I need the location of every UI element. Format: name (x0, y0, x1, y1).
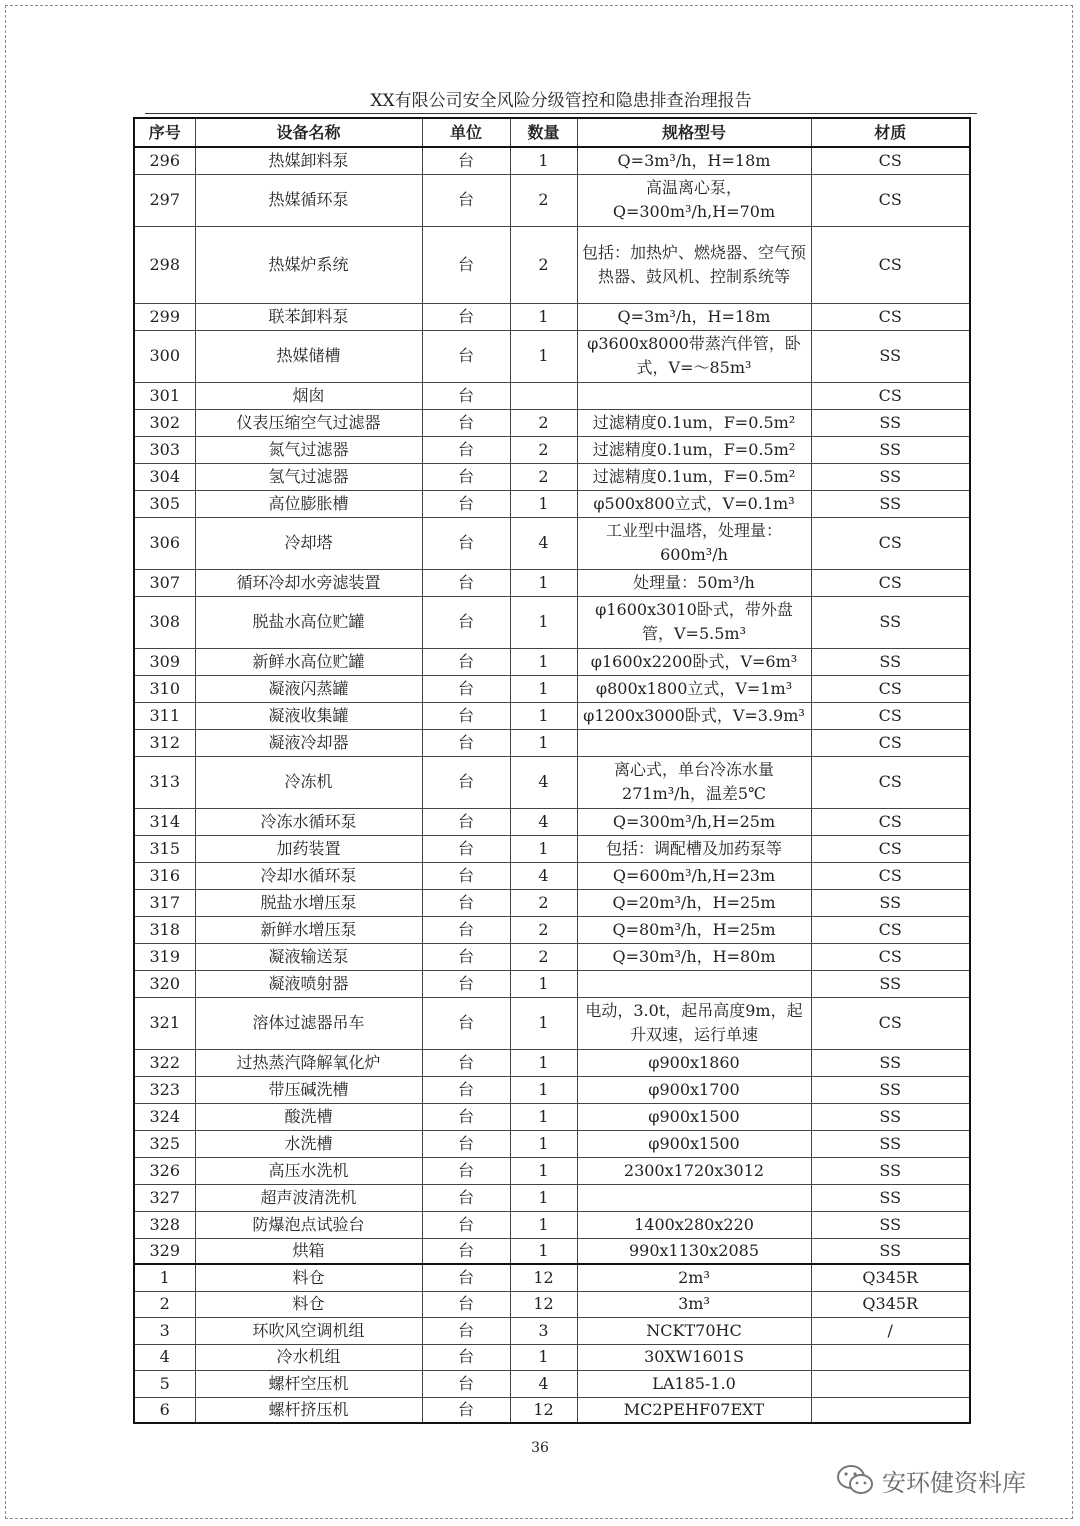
cell-material: CS (811, 808, 970, 835)
cell-unit: 台 (422, 1397, 510, 1423)
cell-material: SS (811, 436, 970, 463)
cell-spec: φ1600x2200卧式，V=6m³ (577, 648, 811, 675)
cell-material: SS (811, 330, 970, 382)
cell-spec: NCKT70HC (577, 1317, 811, 1344)
cell-unit: 台 (422, 1130, 510, 1157)
cell-material: CS (811, 862, 970, 889)
table-row (134, 1184, 970, 1211)
cell-device-name: 热媒储槽 (195, 330, 422, 382)
table-row (134, 648, 970, 675)
cell-spec: φ900x1500 (577, 1130, 811, 1157)
cell-unit: 台 (422, 1317, 510, 1344)
cell-material: SS (811, 1157, 970, 1184)
cell-unit: 台 (422, 490, 510, 517)
cell-spec: 电动，3.0t，起吊高度9m，起升双速，运行单速 (577, 997, 811, 1049)
cell-spec: 过滤精度0.1um，F=0.5m² (577, 463, 811, 490)
header-device-name: 设备名称 (195, 118, 422, 147)
cell-material: SS (811, 1076, 970, 1103)
cell-quantity: 1 (510, 835, 577, 862)
header-material: 材质 (811, 118, 970, 147)
cell-unit: 台 (422, 436, 510, 463)
cell-unit: 台 (422, 729, 510, 756)
cell-index: 302 (134, 409, 195, 436)
cell-quantity: 1 (510, 729, 577, 756)
cell-material: CS (811, 943, 970, 970)
cell-unit: 台 (422, 835, 510, 862)
cell-device-name: 凝液喷射器 (195, 970, 422, 997)
cell-unit: 台 (422, 1184, 510, 1211)
cell-index: 308 (134, 596, 195, 648)
cell-quantity: 1 (510, 702, 577, 729)
cell-device-name: 高位膨胀槽 (195, 490, 422, 517)
cell-device-name: 冷却塔 (195, 517, 422, 569)
cell-material: CS (811, 916, 970, 943)
table-row (134, 303, 970, 330)
cell-material: CS (811, 756, 970, 808)
cell-spec: φ3600x8000带蒸汽伴管，卧式，V=～85m³ (577, 330, 811, 382)
cell-index: 310 (134, 675, 195, 702)
table-row (134, 1317, 970, 1344)
table-row (134, 889, 970, 916)
cell-quantity: 12 (510, 1397, 577, 1423)
cell-unit: 台 (422, 675, 510, 702)
cell-spec: Q=80m³/h，H=25m (577, 916, 811, 943)
cell-device-name: 水洗槽 (195, 1130, 422, 1157)
cell-spec: 过滤精度0.1um，F=0.5m² (577, 409, 811, 436)
cell-index: 301 (134, 382, 195, 409)
cell-device-name: 热媒卸料泵 (195, 147, 422, 174)
cell-device-name: 冷冻水循环泵 (195, 808, 422, 835)
table-row (134, 862, 970, 889)
cell-index: 4 (134, 1344, 195, 1370)
cell-unit: 台 (422, 1076, 510, 1103)
cell-index: 296 (134, 147, 195, 174)
cell-material: CS (811, 517, 970, 569)
cell-unit: 台 (422, 943, 510, 970)
cell-device-name: 仪表压缩空气过滤器 (195, 409, 422, 436)
table-row (134, 808, 970, 835)
cell-device-name: 冷水机组 (195, 1344, 422, 1370)
cell-unit: 台 (422, 409, 510, 436)
cell-spec: 包括：加热炉、燃烧器、空气预热器、鼓风机、控制系统等 (577, 226, 811, 303)
cell-material (811, 1397, 970, 1423)
cell-device-name: 螺杆挤压机 (195, 1397, 422, 1423)
cell-quantity: 2 (510, 943, 577, 970)
cell-unit: 台 (422, 862, 510, 889)
table-row (134, 226, 970, 303)
cell-spec: φ800x1800立式，V=1m³ (577, 675, 811, 702)
cell-unit: 台 (422, 1291, 510, 1317)
cell-quantity: 1 (510, 997, 577, 1049)
cell-device-name: 冷冻机 (195, 756, 422, 808)
cell-index: 307 (134, 569, 195, 596)
cell-unit: 台 (422, 596, 510, 648)
cell-index: 314 (134, 808, 195, 835)
cell-quantity: 1 (510, 1344, 577, 1370)
cell-device-name: 冷却水循环泵 (195, 862, 422, 889)
table-row (134, 835, 970, 862)
cell-quantity: 1 (510, 648, 577, 675)
table-row (134, 1157, 970, 1184)
cell-index: 298 (134, 226, 195, 303)
cell-quantity: 1 (510, 490, 577, 517)
cell-unit: 台 (422, 382, 510, 409)
cell-index: 326 (134, 1157, 195, 1184)
cell-quantity: 1 (510, 1049, 577, 1076)
cell-quantity: 2 (510, 916, 577, 943)
cell-index: 311 (134, 702, 195, 729)
table-row (134, 1076, 970, 1103)
cell-material: CS (811, 702, 970, 729)
cell-material: SS (811, 490, 970, 517)
cell-device-name: 循环冷却水旁滤装置 (195, 569, 422, 596)
table-row (134, 490, 970, 517)
header-index: 序号 (134, 118, 195, 147)
table-row (134, 1238, 970, 1264)
cell-device-name: 热媒炉系统 (195, 226, 422, 303)
cell-spec: φ500x800立式，V=0.1m³ (577, 490, 811, 517)
cell-index: 306 (134, 517, 195, 569)
cell-unit: 台 (422, 1103, 510, 1130)
watermark-text: 安环健资料库 (882, 1468, 1026, 1497)
cell-unit: 台 (422, 1211, 510, 1238)
cell-unit: 台 (422, 1344, 510, 1370)
cell-device-name: 凝液闪蒸罐 (195, 675, 422, 702)
cell-spec: 990x1130x2085 (577, 1238, 811, 1264)
cell-spec: Q=3m³/h，H=18m (577, 147, 811, 174)
table-row (134, 675, 970, 702)
cell-index: 313 (134, 756, 195, 808)
cell-spec: MC2PEHF07EXT (577, 1397, 811, 1423)
cell-index: 3 (134, 1317, 195, 1344)
document-title: XX有限公司安全风险分级管控和隐患排查治理报告 (145, 90, 977, 114)
cell-device-name: 脱盐水高位贮罐 (195, 596, 422, 648)
cell-unit: 台 (422, 702, 510, 729)
cell-unit: 台 (422, 1049, 510, 1076)
cell-index: 297 (134, 174, 195, 226)
cell-material: CS (811, 382, 970, 409)
cell-material: CS (811, 147, 970, 174)
cell-index: 319 (134, 943, 195, 970)
cell-quantity: 1 (510, 330, 577, 382)
table-row (134, 970, 970, 997)
cell-device-name: 氢气过滤器 (195, 463, 422, 490)
cell-device-name: 环吹风空调机组 (195, 1317, 422, 1344)
cell-material: Q345R (811, 1291, 970, 1317)
cell-material: SS (811, 463, 970, 490)
cell-device-name: 凝液收集罐 (195, 702, 422, 729)
table-row (134, 729, 970, 756)
cell-material: SS (811, 1238, 970, 1264)
cell-unit: 台 (422, 226, 510, 303)
cell-material: SS (811, 1130, 970, 1157)
cell-material: CS (811, 174, 970, 226)
cell-spec: φ900x1860 (577, 1049, 811, 1076)
cell-unit: 台 (422, 569, 510, 596)
cell-material (811, 1370, 970, 1397)
cell-quantity: 1 (510, 1157, 577, 1184)
cell-unit: 台 (422, 997, 510, 1049)
cell-device-name: 防爆泡点试验台 (195, 1211, 422, 1238)
cell-unit: 台 (422, 808, 510, 835)
cell-quantity: 1 (510, 1076, 577, 1103)
table-body (134, 147, 970, 1423)
table-row (134, 1397, 970, 1423)
cell-spec: 离心式，单台冷冻水量271m³/h，温差5℃ (577, 756, 811, 808)
table-row (134, 1130, 970, 1157)
cell-index: 1 (134, 1264, 195, 1291)
cell-device-name: 新鲜水高位贮罐 (195, 648, 422, 675)
cell-index: 320 (134, 970, 195, 997)
cell-spec: 3m³ (577, 1291, 811, 1317)
table-row (134, 174, 970, 226)
cell-device-name: 溶体过滤器吊车 (195, 997, 422, 1049)
cell-material (811, 1344, 970, 1370)
cell-spec: φ900x1700 (577, 1076, 811, 1103)
wechat-icon (836, 1464, 874, 1496)
cell-device-name: 脱盐水增压泵 (195, 889, 422, 916)
cell-material: SS (811, 409, 970, 436)
cell-spec: 2m³ (577, 1264, 811, 1291)
table-row (134, 997, 970, 1049)
cell-material: CS (811, 569, 970, 596)
cell-spec: 工业型中温塔，处理量：600m³/h (577, 517, 811, 569)
table-row (134, 517, 970, 569)
cell-quantity: 1 (510, 147, 577, 174)
cell-device-name: 过热蒸汽降解氧化炉 (195, 1049, 422, 1076)
cell-quantity: 4 (510, 1370, 577, 1397)
cell-spec: 包括：调配槽及加药泵等 (577, 835, 811, 862)
cell-index: 6 (134, 1397, 195, 1423)
table-row (134, 147, 970, 174)
header-unit: 单位 (422, 118, 510, 147)
cell-quantity: 1 (510, 596, 577, 648)
cell-index: 316 (134, 862, 195, 889)
cell-device-name: 烘箱 (195, 1238, 422, 1264)
cell-index: 325 (134, 1130, 195, 1157)
table-header-row (134, 118, 970, 147)
cell-material: CS (811, 226, 970, 303)
cell-device-name: 氮气过滤器 (195, 436, 422, 463)
cell-spec: Q=30m³/h，H=80m (577, 943, 811, 970)
cell-quantity: 1 (510, 1130, 577, 1157)
cell-unit: 台 (422, 970, 510, 997)
table-row (134, 1264, 970, 1291)
cell-spec (577, 970, 811, 997)
cell-spec: 高温离心泵，Q=300m³/h,H=70m (577, 174, 811, 226)
table-row (134, 1049, 970, 1076)
table-row (134, 569, 970, 596)
cell-index: 305 (134, 490, 195, 517)
cell-unit: 台 (422, 303, 510, 330)
cell-unit: 台 (422, 330, 510, 382)
cell-material: Q345R (811, 1264, 970, 1291)
cell-index: 317 (134, 889, 195, 916)
cell-spec (577, 382, 811, 409)
header-spec: 规格型号 (577, 118, 811, 147)
cell-spec: Q=20m³/h，H=25m (577, 889, 811, 916)
cell-unit: 台 (422, 916, 510, 943)
equipment-table (133, 117, 971, 1424)
cell-quantity: 1 (510, 675, 577, 702)
cell-index: 321 (134, 997, 195, 1049)
cell-index: 304 (134, 463, 195, 490)
cell-spec (577, 729, 811, 756)
cell-material: CS (811, 997, 970, 1049)
cell-device-name: 加药装置 (195, 835, 422, 862)
table-row (134, 330, 970, 382)
table-row (134, 436, 970, 463)
cell-index: 328 (134, 1211, 195, 1238)
cell-spec: 过滤精度0.1um，F=0.5m² (577, 436, 811, 463)
cell-quantity: 1 (510, 1211, 577, 1238)
watermark (836, 1460, 1026, 1500)
cell-spec: 处理量：50m³/h (577, 569, 811, 596)
table-row (134, 463, 970, 490)
cell-quantity: 12 (510, 1264, 577, 1291)
cell-device-name: 高压水洗机 (195, 1157, 422, 1184)
cell-unit: 台 (422, 1157, 510, 1184)
cell-spec: 2300x1720x3012 (577, 1157, 811, 1184)
cell-device-name: 凝液冷却器 (195, 729, 422, 756)
cell-unit: 台 (422, 756, 510, 808)
cell-unit: 台 (422, 889, 510, 916)
cell-material: / (811, 1317, 970, 1344)
cell-unit: 台 (422, 648, 510, 675)
cell-device-name: 料仓 (195, 1264, 422, 1291)
cell-index: 327 (134, 1184, 195, 1211)
cell-material: CS (811, 835, 970, 862)
cell-material: SS (811, 596, 970, 648)
cell-index: 5 (134, 1370, 195, 1397)
cell-index: 318 (134, 916, 195, 943)
table-row (134, 1103, 970, 1130)
cell-quantity: 4 (510, 862, 577, 889)
cell-unit: 台 (422, 174, 510, 226)
cell-unit: 台 (422, 463, 510, 490)
cell-quantity: 12 (510, 1291, 577, 1317)
cell-device-name: 凝液输送泵 (195, 943, 422, 970)
cell-unit: 台 (422, 1238, 510, 1264)
cell-unit: 台 (422, 517, 510, 569)
cell-spec: Q=300m³/h,H=25m (577, 808, 811, 835)
cell-quantity: 1 (510, 970, 577, 997)
cell-index: 312 (134, 729, 195, 756)
cell-spec: LA185-1.0 (577, 1370, 811, 1397)
cell-index: 323 (134, 1076, 195, 1103)
cell-spec: 1400x280x220 (577, 1211, 811, 1238)
cell-unit: 台 (422, 1264, 510, 1291)
table-row (134, 382, 970, 409)
table-row (134, 1211, 970, 1238)
cell-index: 329 (134, 1238, 195, 1264)
cell-quantity: 2 (510, 463, 577, 490)
page-number: 36 (531, 1440, 549, 1456)
cell-material: SS (811, 889, 970, 916)
table-row (134, 596, 970, 648)
cell-device-name: 超声波清洗机 (195, 1184, 422, 1211)
cell-spec: Q=600m³/h,H=23m (577, 862, 811, 889)
cell-spec (577, 1184, 811, 1211)
cell-material: CS (811, 675, 970, 702)
cell-unit: 台 (422, 1370, 510, 1397)
cell-quantity: 2 (510, 226, 577, 303)
cell-device-name: 热媒循环泵 (195, 174, 422, 226)
cell-index: 299 (134, 303, 195, 330)
cell-spec: 30XW1601S (577, 1344, 811, 1370)
table-row (134, 943, 970, 970)
cell-device-name: 酸洗槽 (195, 1103, 422, 1130)
cell-quantity: 3 (510, 1317, 577, 1344)
table-row (134, 702, 970, 729)
cell-material: SS (811, 1211, 970, 1238)
cell-material: CS (811, 303, 970, 330)
cell-device-name: 烟囱 (195, 382, 422, 409)
table-row (134, 1291, 970, 1317)
cell-index: 315 (134, 835, 195, 862)
cell-device-name: 联苯卸料泵 (195, 303, 422, 330)
cell-material: SS (811, 648, 970, 675)
cell-quantity: 2 (510, 889, 577, 916)
cell-quantity: 4 (510, 517, 577, 569)
cell-spec: Q=3m³/h，H=18m (577, 303, 811, 330)
cell-material: SS (811, 1103, 970, 1130)
cell-index: 2 (134, 1291, 195, 1317)
cell-material: CS (811, 729, 970, 756)
cell-index: 322 (134, 1049, 195, 1076)
table-row (134, 409, 970, 436)
cell-index: 324 (134, 1103, 195, 1130)
cell-quantity: 4 (510, 756, 577, 808)
cell-index: 300 (134, 330, 195, 382)
table-row (134, 1344, 970, 1370)
table-row (134, 1370, 970, 1397)
cell-material: SS (811, 1049, 970, 1076)
cell-quantity: 1 (510, 1103, 577, 1130)
cell-quantity: 1 (510, 1184, 577, 1211)
cell-unit: 台 (422, 147, 510, 174)
cell-quantity: 4 (510, 808, 577, 835)
cell-device-name: 料仓 (195, 1291, 422, 1317)
cell-quantity: 2 (510, 436, 577, 463)
cell-material: SS (811, 1184, 970, 1211)
cell-quantity: 1 (510, 569, 577, 596)
cell-quantity (510, 382, 577, 409)
table-row (134, 916, 970, 943)
cell-spec: φ1600x3010卧式，带外盘管，V=5.5m³ (577, 596, 811, 648)
table-row (134, 756, 970, 808)
cell-index: 309 (134, 648, 195, 675)
cell-quantity: 2 (510, 409, 577, 436)
cell-index: 303 (134, 436, 195, 463)
cell-device-name: 带压碱洗槽 (195, 1076, 422, 1103)
cell-spec: φ1200x3000卧式，V=3.9m³ (577, 702, 811, 729)
cell-quantity: 1 (510, 303, 577, 330)
cell-device-name: 新鲜水增压泵 (195, 916, 422, 943)
cell-device-name: 螺杆空压机 (195, 1370, 422, 1397)
header-quantity: 数量 (510, 118, 577, 147)
cell-material: SS (811, 970, 970, 997)
cell-spec: φ900x1500 (577, 1103, 811, 1130)
cell-quantity: 2 (510, 174, 577, 226)
cell-quantity: 1 (510, 1238, 577, 1264)
